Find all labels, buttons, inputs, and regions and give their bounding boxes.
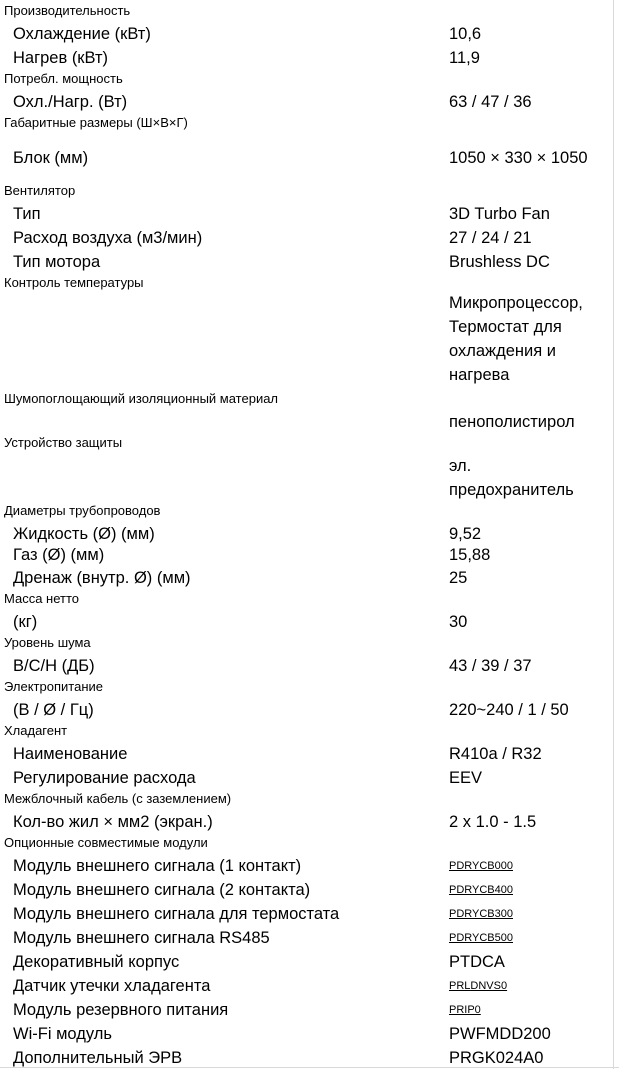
section-performance-title: Производительность <box>4 3 131 18</box>
noise-level-value: 43 / 39 / 37 <box>449 657 532 675</box>
section-weight-title: Масса нетто <box>4 591 80 606</box>
insulation-value: пенополистирол <box>449 413 575 431</box>
liquid-pipe-label: Жидкость (Ø) (мм) <box>13 525 155 543</box>
noise-level-label: В/С/Н (ДБ) <box>13 657 95 675</box>
option-label: Wi-Fi модуль <box>13 1025 112 1043</box>
option-value-pwfmdd200: PWFMDD200 <box>449 1025 551 1043</box>
option-label: Декоративный корпус <box>13 953 180 971</box>
option-link-pdrycb500[interactable]: PDRYCB500 <box>449 932 513 944</box>
option-label: Модуль внешнего сигнала RS485 <box>13 929 270 947</box>
section-insulation-title: Шумопоглощающий изоляционный материал <box>4 391 279 406</box>
liquid-pipe-value: 9,52 <box>449 525 482 543</box>
cooling-value: 10,6 <box>449 25 482 43</box>
flow-control-value: EEV <box>449 769 483 787</box>
option-link-pdrycb000[interactable]: PDRYCB000 <box>449 860 513 872</box>
section-power-consumption-title: Потребл. мощность <box>4 71 123 86</box>
section-power-supply-title: Электропитание <box>4 679 103 694</box>
section-dimensions-title: Габаритные размеры (Ш×В×Г) <box>4 115 188 130</box>
power-supply-label: (В / Ø / Гц) <box>13 701 94 719</box>
refrigerant-name-label: Наименование <box>13 745 128 763</box>
option-label: Модуль резервного питания <box>13 1001 229 1019</box>
section-options-title: Опционные совместимые модули <box>4 835 208 850</box>
drain-pipe-value: 25 <box>449 569 468 587</box>
fan-type-value: 3D Turbo Fan <box>449 205 550 223</box>
heating-label: Нагрев (кВт) <box>13 49 109 67</box>
option-label: Датчик утечки хладагента <box>13 977 211 995</box>
drain-pipe-label: Дренаж (внутр. Ø) (мм) <box>13 569 191 587</box>
cool-heat-power-value: 63 / 47 / 36 <box>449 93 532 111</box>
heating-value: 11,9 <box>449 49 480 67</box>
option-link-prldnvs0[interactable]: PRLDNVS0 <box>449 980 508 992</box>
section-noise-title: Уровень шума <box>4 635 91 650</box>
section-temperature-control-title: Контроль температуры <box>4 275 144 290</box>
option-label: Модуль внешнего сигнала (1 контакт) <box>13 857 302 875</box>
net-weight-value: 30 <box>449 613 468 631</box>
net-weight-label: (кг) <box>13 613 38 631</box>
motor-type-value: Brushless DC <box>449 253 550 271</box>
flow-control-label: Регулирование расхода <box>13 769 196 787</box>
unit-dimensions-label: Блок (мм) <box>13 149 89 167</box>
option-value-ptdca: PTDCA <box>449 953 505 971</box>
cool-heat-power-label: Охл./Нагр. (Вт) <box>13 93 128 111</box>
section-refrigerant-title: Хладагент <box>4 723 68 738</box>
right-border <box>613 0 614 1069</box>
gas-pipe-value: 15,88 <box>449 546 491 564</box>
unit-dimensions-value: 1050 × 330 × 1050 <box>449 149 588 167</box>
refrigerant-name-value: R410a / R32 <box>449 745 542 763</box>
section-fan-title: Вентилятор <box>4 183 76 198</box>
option-value-prgk024a0: PRGK024A0 <box>449 1049 544 1067</box>
power-supply-value: 220~240 / 1 / 50 <box>449 701 569 719</box>
section-protection-title: Устройство защиты <box>4 435 123 450</box>
cable-wires-value: 2 x 1.0 - 1.5 <box>449 813 537 831</box>
option-link-prip0[interactable]: PRIP0 <box>449 1004 481 1016</box>
airflow-label: Расход воздуха (м3/мин) <box>13 229 203 247</box>
option-label: Модуль внешнего сигнала для термостата <box>13 905 340 923</box>
gas-pipe-label: Газ (Ø) (мм) <box>13 546 105 564</box>
cable-wires-label: Кол-во жил × мм2 (экран.) <box>13 813 213 831</box>
protection-value: эл. предохранитель <box>449 457 574 499</box>
option-label: Модуль внешнего сигнала (2 контакта) <box>13 881 311 899</box>
motor-type-label: Тип мотора <box>13 253 101 271</box>
section-pipes-title: Диаметры трубопроводов <box>4 503 161 518</box>
option-label: Дополнительный ЭРВ <box>13 1049 183 1067</box>
airflow-value: 27 / 24 / 21 <box>449 229 532 247</box>
cooling-label: Охлаждение (кВт) <box>13 25 151 43</box>
option-link-pdrycb400[interactable]: PDRYCB400 <box>449 884 513 896</box>
fan-type-label: Тип <box>13 205 41 223</box>
option-link-pdrycb300[interactable]: PDRYCB300 <box>449 908 513 920</box>
section-cable-title: Межблочный кабель (с заземлением) <box>4 791 232 806</box>
temperature-control-value: Микропроцессор, Термостат для охлаждения и нагрева <box>449 294 583 384</box>
